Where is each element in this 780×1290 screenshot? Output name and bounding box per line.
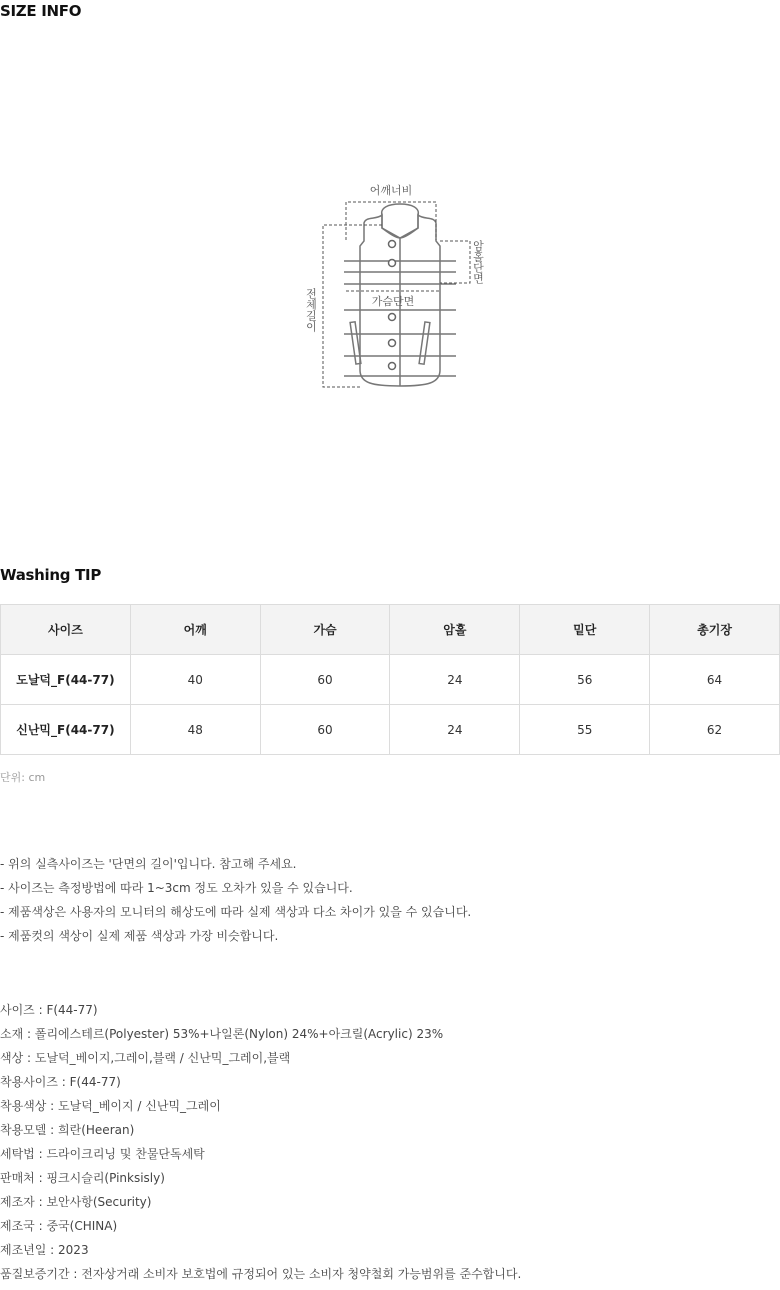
table-header-row bbox=[1, 605, 780, 655]
cell-armhole: 24 bbox=[390, 655, 520, 705]
spec-material: 소재 : 폴리에스테르(Polyester) 53%+나일론(Nylon) 24%+아크릴(Acrylic) 23% bbox=[0, 1027, 444, 1041]
note-line: - 위의 실측사이즈는 '단면의 길이'입니다. 참고해 주세요. bbox=[0, 857, 297, 871]
size-notes bbox=[0, 856, 471, 952]
armhole-label: 암홀단면 bbox=[471, 240, 485, 284]
col-header-chest: 가슴 bbox=[260, 605, 390, 655]
note-line: - 사이즈는 측정방법에 따라 1~3cm 정도 오차가 있을 수 있습니다. bbox=[0, 881, 353, 895]
vest-diagram-svg bbox=[300, 180, 500, 395]
cell-hem: 56 bbox=[520, 655, 650, 705]
vest-size-diagram bbox=[300, 180, 500, 395]
row-size-label: 신난믹_F(44-77) bbox=[1, 705, 131, 755]
washing-tip-title: Washing TIP bbox=[0, 566, 102, 584]
spec-worn-size: 착용사이즈 : F(44-77) bbox=[0, 1075, 121, 1089]
note-line: - 제품컷의 색상이 실제 제품 색상과 가장 비슷합니다. bbox=[0, 929, 279, 943]
note-line: - 제품색상은 사용자의 모니터의 해상도에 따라 실제 색상과 다소 차이가 있을 수 있습니다. bbox=[0, 905, 472, 919]
cell-shoulder: 40 bbox=[130, 655, 260, 705]
spec-color: 색상 : 도날덕_베이지,그레이,블랙 / 신난믹_그레이,블랙 bbox=[0, 1051, 291, 1065]
product-specs bbox=[0, 1002, 521, 1290]
size-table bbox=[0, 604, 780, 755]
cell-armhole: 24 bbox=[390, 705, 520, 755]
row-size-label: 도날덕_F(44-77) bbox=[1, 655, 131, 705]
col-header-hem: 밑단 bbox=[520, 605, 650, 655]
spec-seller: 판매처 : 핑크시슬리(Pinksisly) bbox=[0, 1171, 165, 1185]
size-info-title: SIZE INFO bbox=[0, 2, 82, 20]
spec-model: 착용모델 : 희란(Heeran) bbox=[0, 1123, 135, 1137]
col-header-total-length: 총기장 bbox=[650, 605, 780, 655]
col-header-size: 사이즈 bbox=[1, 605, 131, 655]
total-length-label: 전체길이 bbox=[304, 288, 318, 332]
spec-worn-color: 착용색상 : 도날덕_베이지 / 신난믹_그레이 bbox=[0, 1099, 221, 1113]
cell-hem: 55 bbox=[520, 705, 650, 755]
table-row bbox=[1, 705, 780, 755]
shoulder-width-label: 어깨너비 bbox=[369, 184, 413, 197]
spec-manufacture-year: 제조년일 : 2023 bbox=[0, 1243, 89, 1257]
spec-origin: 제조국 : 중국(CHINA) bbox=[0, 1219, 118, 1233]
cell-chest: 60 bbox=[260, 655, 390, 705]
cell-total-length: 64 bbox=[650, 655, 780, 705]
chest-width-label: 가슴단면 bbox=[371, 295, 415, 308]
cell-total-length: 62 bbox=[650, 705, 780, 755]
spec-washing: 세탁법 : 드라이크리닝 및 찬물단독세탁 bbox=[0, 1147, 205, 1161]
table-row bbox=[1, 655, 780, 705]
cell-shoulder: 48 bbox=[130, 705, 260, 755]
spec-size: 사이즈 : F(44-77) bbox=[0, 1003, 98, 1017]
col-header-shoulder: 어깨 bbox=[130, 605, 260, 655]
spec-warranty: 품질보증기간 : 전자상거래 소비자 보호법에 규정되어 있는 소비자 청약철회 가능범위를 준수합니다. bbox=[0, 1267, 522, 1281]
cell-chest: 60 bbox=[260, 705, 390, 755]
col-header-armhole: 암홀 bbox=[390, 605, 520, 655]
spec-manufacturer: 제조자 : 보안사항(Security) bbox=[0, 1195, 152, 1209]
unit-label: 단위: cm bbox=[0, 771, 46, 784]
